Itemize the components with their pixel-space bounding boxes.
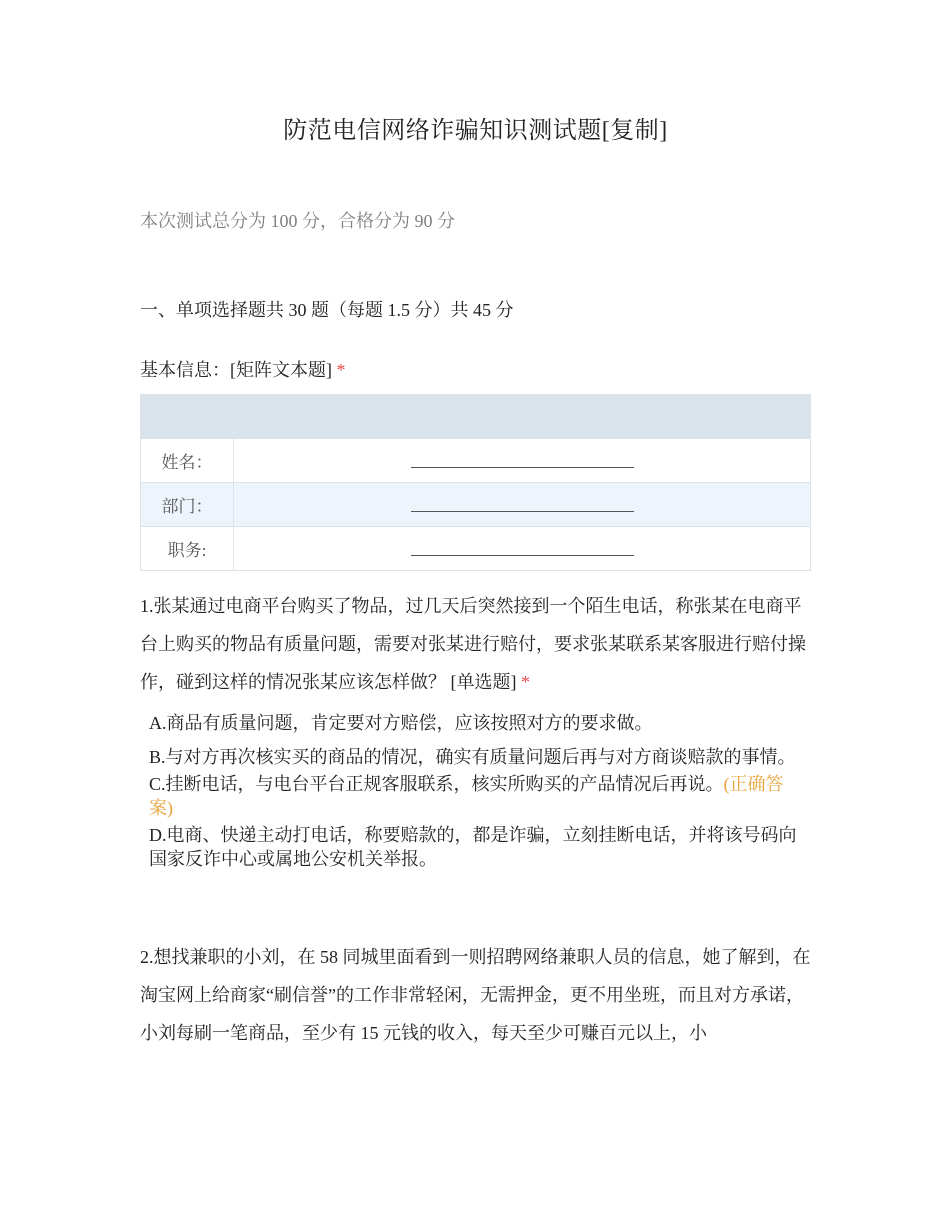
- correct-answer-tag: (正确答案): [149, 774, 784, 818]
- question-2-text: 2.想找兼职的小刘，在 58 同城里面看到一则招聘网络兼职人员的信息，她了解到，在淘宝网上给商家“刷信誉”的工作非常轻闲，无需押金，更不用坐班，而且对方承诺，小刘每刷一笔商品，至少有 15 元钱的收入，每天至少可赚百元以上，小: [140, 947, 811, 1043]
- position-field-cell: [234, 527, 811, 571]
- question-1-text: 1.张某通过电商平台购买了物品，过几天后突然接到一个陌生电话，称张某在电商平台上购买的物品有质量问题，需要对张某进行赔付，要求张某联系某客服进行赔付操作，碰到这样的情况张某应该怎样做？ [单选题]: [140, 596, 806, 692]
- department-label: 部门：: [141, 483, 234, 527]
- position-label: 职务:: [141, 527, 234, 571]
- matrix-header-cell: [141, 395, 234, 439]
- department-field-cell: [234, 483, 811, 527]
- matrix-header-cell: [234, 395, 811, 439]
- page-title: 防范电信网络诈骗知识测试题[复制]: [283, 118, 668, 144]
- matrix-row-position: [141, 527, 811, 571]
- option-a[interactable]: A.商品有质量问题，肯定要对方赔偿，应该按照对方的要求做。: [149, 713, 653, 733]
- basic-info-question: [140, 356, 346, 382]
- question-2: [140, 938, 811, 1052]
- matrix-header-row: [141, 395, 811, 439]
- question-1: [140, 587, 811, 701]
- option-c-text: C.挂断电话，与电台平台正规客服联系，核实所购买的产品情况后再说。: [149, 774, 724, 794]
- required-mark: *: [521, 672, 530, 692]
- name-input[interactable]: [411, 453, 634, 468]
- name-label: 姓名：: [141, 439, 234, 483]
- matrix-row-name: [141, 439, 811, 483]
- score-description: 本次测试总分为 100 分，合格分为 90 分: [140, 211, 455, 231]
- required-mark: *: [336, 360, 346, 380]
- department-input[interactable]: [411, 497, 634, 512]
- section-heading: 一、单项选择题共 30 题（每题 1.5 分）共 45 分: [140, 300, 514, 320]
- name-field-cell: [234, 439, 811, 483]
- option-b[interactable]: B.与对方再次核实买的商品的情况，确实有质量问题后再与对方商谈赔款的事情。: [149, 747, 796, 767]
- basic-info-label: 基本信息：[矩阵文本题]: [140, 360, 332, 380]
- option-c[interactable]: [149, 772, 799, 820]
- matrix-row-department: [141, 483, 811, 527]
- basic-info-matrix: [140, 394, 811, 571]
- position-input[interactable]: [411, 541, 634, 556]
- option-d[interactable]: D.电商、快递主动打电话，称要赔款的，都是诈骗，立刻挂断电话，并将该号码向国家反诈中心或属地公安机关举报。: [149, 825, 797, 869]
- question-1-options: [149, 711, 799, 874]
